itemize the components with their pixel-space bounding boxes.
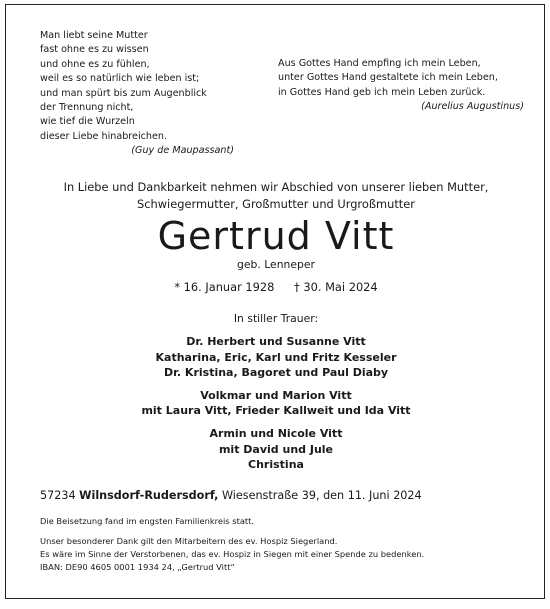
mourner-line: Christina — [248, 458, 304, 472]
poem-author: (Aurelius Augustinus) — [421, 101, 524, 113]
street-date: Wiesenstraße 39, den 11. Juni 2024 — [221, 489, 422, 502]
closing-notes — [40, 535, 520, 575]
donation-note: Es wäre im Sinne der Verstorbenen, das ev. Hospiz in Siegen mit einer Spende zu bedenken. — [40, 549, 425, 560]
mourner-line: Volkmar und Marion Vitt — [200, 388, 352, 402]
poem-line: dieser Liebe hinabreichen. — [40, 130, 167, 142]
mourner-group — [6, 426, 546, 473]
death-date: † 30. Mai 2024 — [294, 280, 378, 294]
mourner-line: Dr. Kristina, Bagoret und Paul Diaby — [163, 366, 389, 380]
life-dates — [6, 280, 546, 295]
birth-date: * 16. Januar 1928 — [174, 280, 275, 294]
poem-author: (Guy de Maupassant) — [131, 145, 234, 157]
intro-text — [6, 179, 546, 212]
mourner-line: Armin und Nicole Vitt — [209, 426, 343, 440]
iban-note: IBAN: DE90 4605 0001 1934 24, „Gertrud Vitt“ — [40, 562, 235, 573]
poem-line: und man spürt bis zum Augenblick — [40, 87, 207, 99]
mourning-label: In stiller Trauer: — [233, 312, 319, 325]
thanks-note: Unser besonderer Dank gilt den Mitarbeitern des ev. Hospiz Siegerland. — [40, 536, 338, 546]
mourner-line: mit David und Jule — [218, 442, 334, 456]
obituary-notice — [5, 4, 545, 599]
poem-left — [40, 29, 240, 159]
birth-name: geb. Lenneper — [237, 258, 315, 271]
mourner-line: Dr. Herbert und Susanne Vitt — [186, 335, 366, 348]
poem-line: und ohne es zu fühlen, — [40, 58, 150, 70]
funeral-note: Die Beisetzung fand im engsten Familienkreis statt. — [40, 516, 255, 526]
town: Wilnsdorf-Rudersdorf, — [79, 489, 219, 502]
poem-line: fast ohne es zu wissen — [40, 44, 149, 56]
mourner-line: mit Laura Vitt, Frieder Kallweit und Ida Vitt — [141, 404, 411, 418]
poem-line: wie tief die Wurzeln — [40, 116, 135, 128]
address-line — [40, 488, 422, 503]
poem-line: unter Gottes Hand gestaltete ich mein Leben, — [278, 72, 498, 84]
postcode: 57234 — [40, 489, 76, 502]
mourners-list — [6, 334, 546, 480]
poem-line: weil es so natürlich wie leben ist; — [40, 73, 200, 85]
poem-line: in Gottes Hand geb ich mein Leben zurück. — [278, 86, 486, 98]
mourner-group — [6, 388, 546, 419]
mourner-group — [6, 334, 546, 381]
poem-line: Man liebt seine Mutter — [40, 30, 148, 41]
intro-line: In Liebe und Dankbarkeit nehmen wir Abschied von unserer lieben Mutter, — [63, 180, 489, 194]
poem-line: der Trennung nicht, — [40, 102, 134, 114]
poem-right — [278, 57, 524, 115]
mourner-line: Katharina, Eric, Karl und Fritz Kesseler — [155, 350, 397, 364]
intro-line: Schwiegermutter, Großmutter und Urgroßmutter — [137, 196, 415, 211]
deceased-name: Gertrud Vitt — [157, 214, 395, 258]
poem-line: Aus Gottes Hand empfing ich mein Leben, — [278, 58, 481, 69]
